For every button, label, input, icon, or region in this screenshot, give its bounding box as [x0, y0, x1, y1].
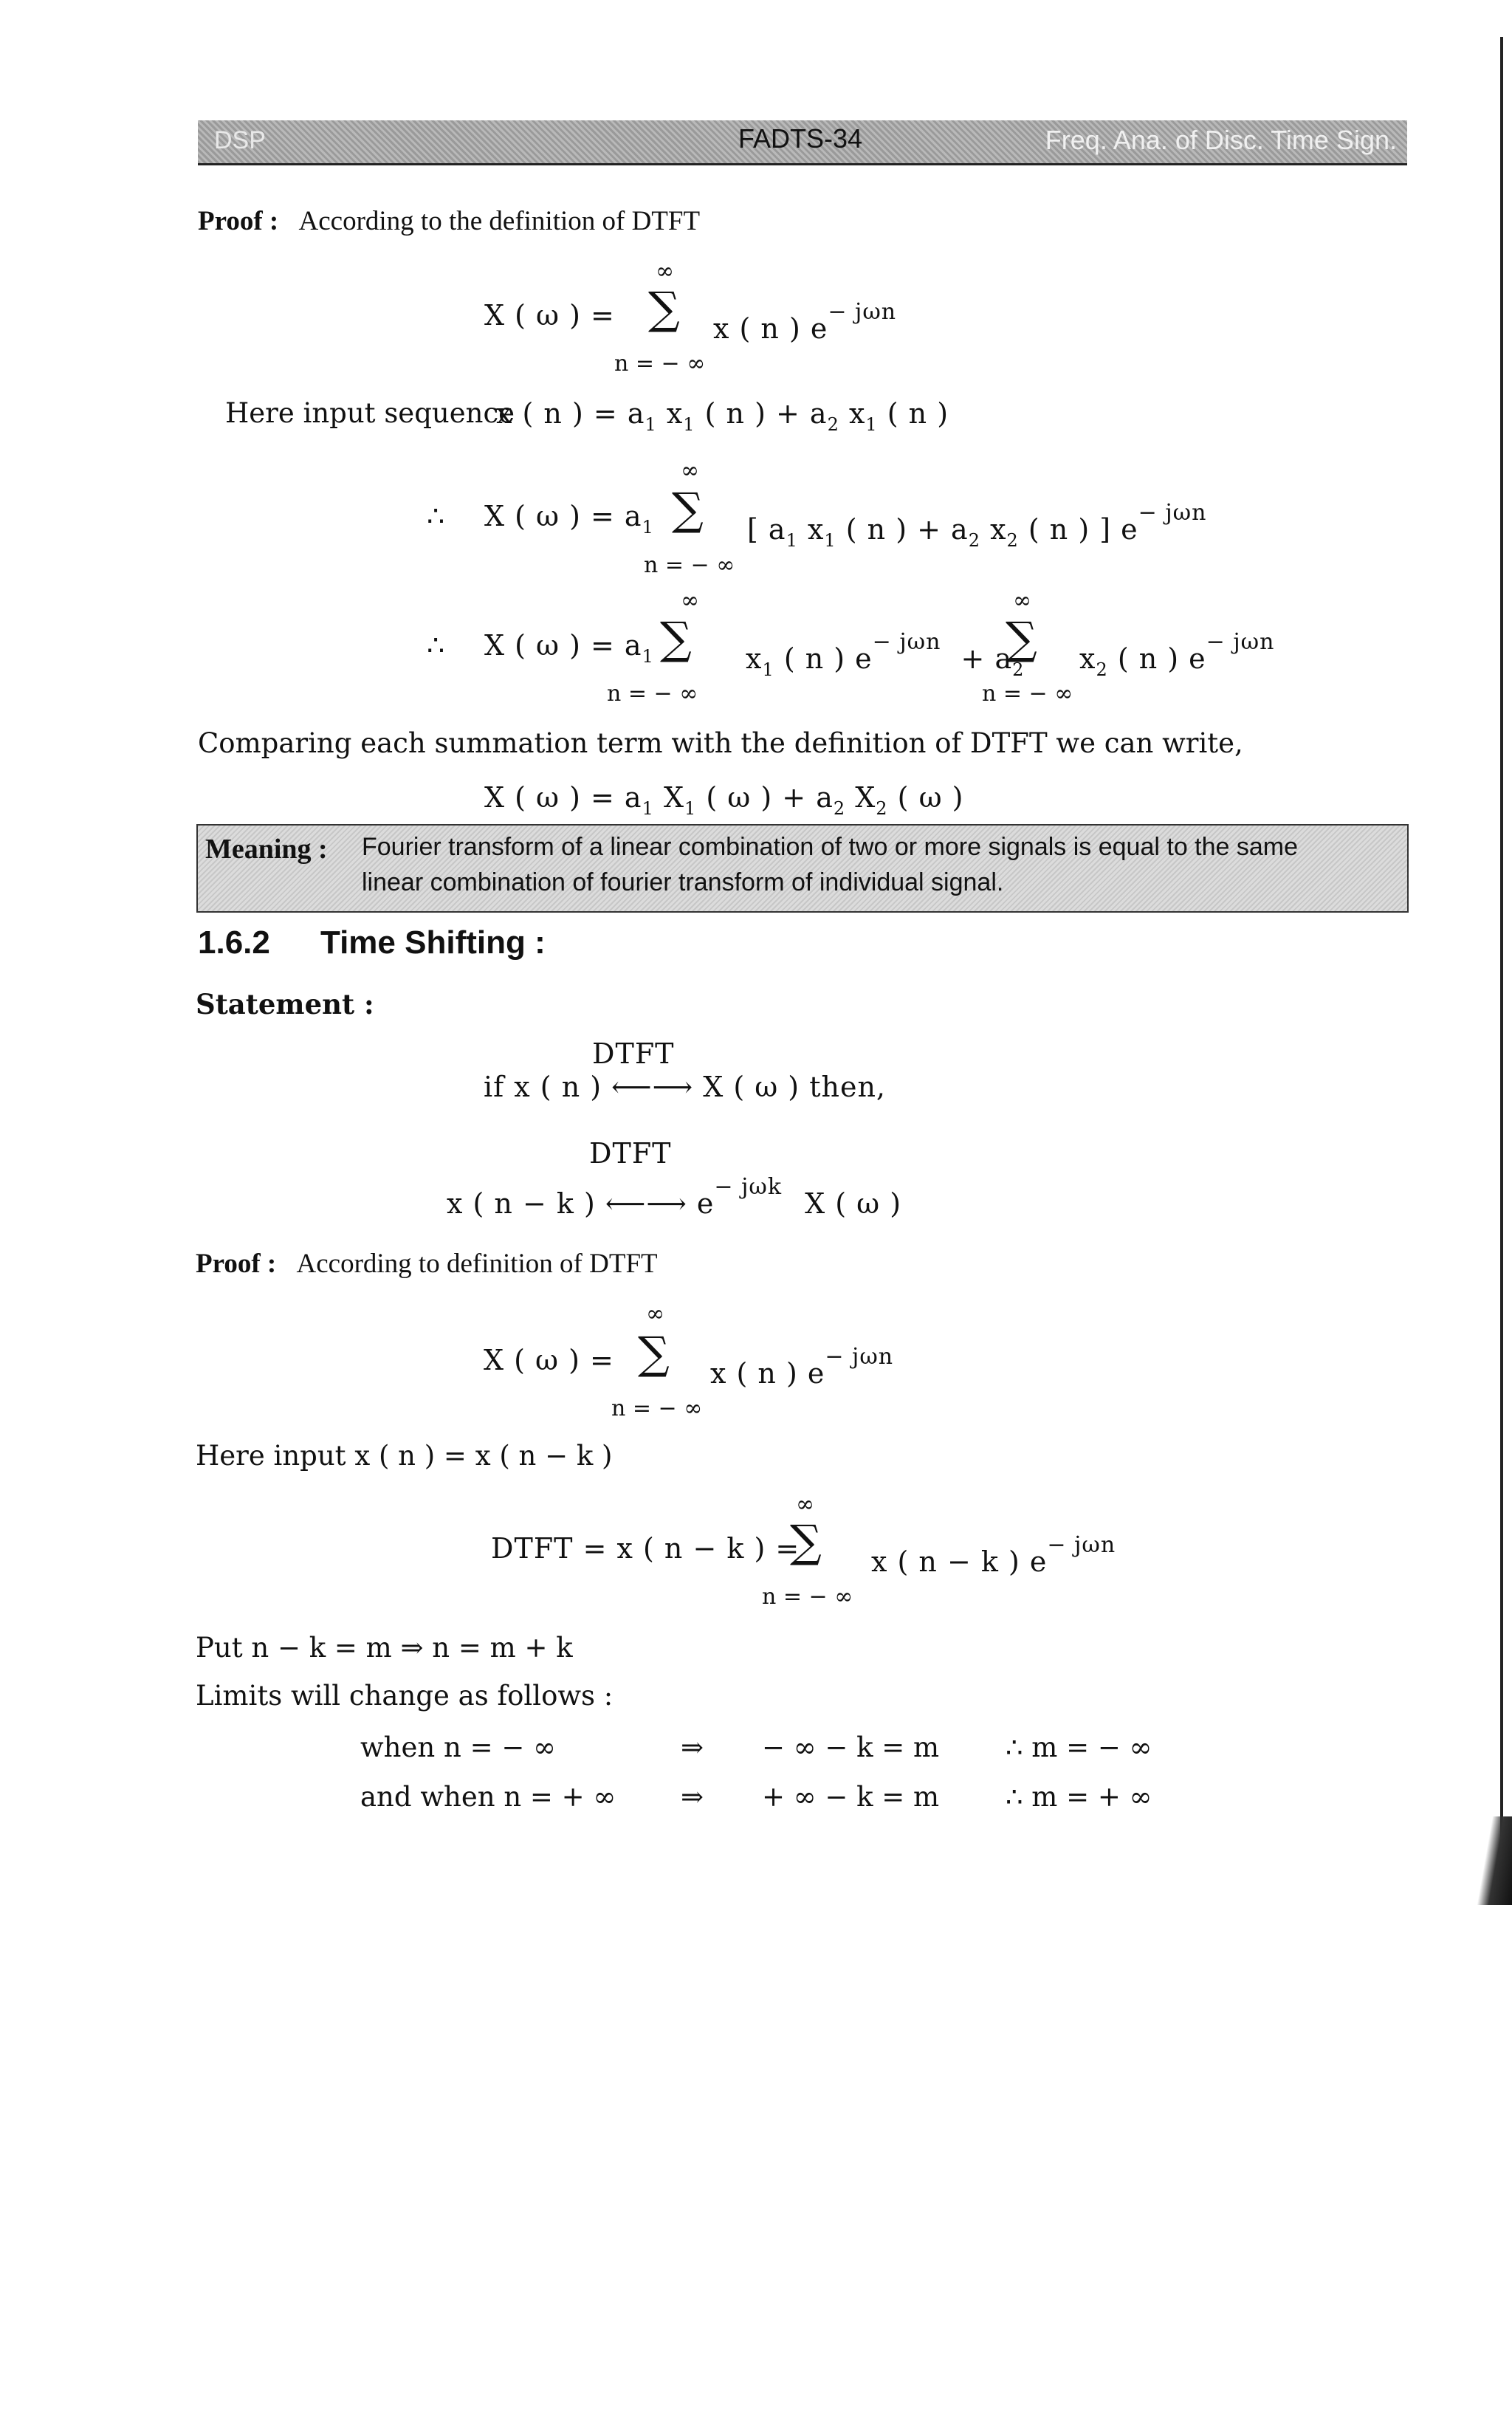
binding-shadow — [1469, 1816, 1512, 1905]
proof-line-1 — [198, 205, 700, 237]
statement-dtft-1: DTFT — [592, 1037, 675, 1070]
statement-line-1: if x ( n ) ⟵⟶ X ( ω ) then, — [484, 1071, 886, 1103]
eq6-upper: ∞ — [796, 1492, 814, 1517]
limit-row-1-a: when n = − ∞ — [360, 1732, 556, 1763]
limit-row-1-b: − ∞ − k = m — [762, 1732, 940, 1763]
limit-row-1-c: ∴ m = − ∞ — [1006, 1732, 1152, 1763]
input-2-text: Here input x ( n ) = x ( n − k ) — [196, 1440, 613, 1472]
limit-row-2-b: + ∞ − k = m — [762, 1781, 940, 1813]
eq5-sigma: ∑ — [638, 1328, 670, 1379]
eq5-body: x ( n ) $e^{- j\omega n}$ — [710, 1344, 894, 1390]
eq3-lower-2: n = − ∞ — [982, 681, 1073, 707]
eq1-lower: n = − ∞ — [614, 351, 706, 377]
page-header — [198, 120, 1407, 165]
header-page-number: FADTS-34 — [738, 123, 863, 154]
eq1-lhs: X ( ω ) = — [484, 299, 615, 332]
eq1-sigma: ∑ — [648, 283, 680, 334]
proof-text-2: According to definition of DTFT — [296, 1249, 658, 1279]
eq2-lower: n = − ∞ — [644, 552, 735, 578]
header-chapter: Freq. Ana. of Disc. Time Sign. — [1045, 125, 1397, 155]
eq4: X ( ω ) = $a_1$ $X_1$ ( ω ) + $a_2$ $X_2$ ( ω ) — [484, 781, 964, 819]
eq3-term-2: $x_2$ ( n ) $e^{- j\omega n}$ — [1079, 629, 1275, 680]
input-sequence-text: Here input sequence — [225, 397, 515, 429]
eq1-body: x ( n ) $e^{- j\omega n}$ — [713, 299, 897, 345]
limit-row-2-a: and when n = + ∞ — [360, 1781, 616, 1813]
input-sequence-eq: x ( n ) = $a_1$ $x_1$ ( n ) + $a_2$ $x_1$ ( n ) — [496, 397, 949, 435]
eq2-lhs: X ( ω ) = $a_1$ — [484, 500, 654, 538]
eq5-lower: n = − ∞ — [611, 1396, 703, 1421]
eq3-term-1: $x_1$ ( n ) $e^{- j\omega n} + a_2$ — [746, 629, 1025, 680]
eq5-upper: ∞ — [646, 1301, 664, 1327]
statement-label: Statement : — [196, 988, 374, 1020]
proof-line-2 — [196, 1248, 658, 1280]
eq6-body: x ( n − k ) $e^{- j\omega n}$ — [871, 1532, 1116, 1578]
meaning-line-1: Fourier transform of a linear combination of two or more signals is equal to the same — [362, 833, 1299, 861]
eq3-therefore: ∴ — [427, 629, 446, 662]
eq6-sigma: ∑ — [790, 1516, 822, 1568]
eq3-upper-2: ∞ — [1013, 588, 1031, 614]
limit-row-1-arrow: ⇒ — [681, 1732, 704, 1763]
eq3-lower-1: n = − ∞ — [607, 681, 698, 707]
statement-line-2: x ( n − k ) ⟵⟶ $e^{- j\omega k}$ X ( ω ) — [447, 1174, 902, 1220]
eq2-sigma: ∑ — [672, 484, 704, 535]
limit-row-2-arrow: ⇒ — [681, 1781, 704, 1813]
eq6-lhs: DTFT = x ( n − k ) = — [491, 1532, 800, 1565]
eq1-upper: ∞ — [656, 258, 674, 284]
binding-edge — [1500, 37, 1503, 1868]
meaning-label: Meaning : — [205, 834, 328, 865]
eq6-lower: n = − ∞ — [762, 1584, 853, 1610]
header-left: DSP — [214, 126, 266, 154]
statement-dtft-2: DTFT — [589, 1137, 672, 1170]
section-number: 1.6.2 — [198, 924, 270, 961]
eq2-upper: ∞ — [681, 458, 699, 484]
meaning-line-2: linear combination of fourier transform of individual signal. — [362, 868, 1004, 896]
eq3-sigma-2: ∑ — [1006, 613, 1037, 665]
meaning-box — [196, 824, 1409, 913]
proof-label-2: Proof : — [196, 1249, 277, 1279]
proof-text: According to the definition of DTFT — [298, 206, 701, 236]
eq5-lhs: X ( ω ) = — [484, 1344, 614, 1376]
eq3-sigma-1: ∑ — [660, 613, 692, 665]
eq3-upper-1: ∞ — [681, 588, 699, 614]
proof-label: Proof : — [198, 206, 279, 236]
comparing-text: Comparing each summation term with the definition of DTFT we can write, — [198, 727, 1243, 759]
eq3-lhs: X ( ω ) = $a_1$ — [484, 629, 654, 667]
eq2-body: [ $a_1$ $x_1$ ( n ) + $a_2$ $x_2$ ( n ) ] $e^{- j\omega n}$ — [747, 500, 1207, 551]
put-text: Put n − k = m ⇒ n = m + k — [196, 1632, 573, 1664]
eq2-therefore: ∴ — [427, 500, 446, 532]
limit-row-2-c: ∴ m = + ∞ — [1006, 1781, 1152, 1813]
section-title: Time Shifting : — [320, 924, 546, 961]
limits-text: Limits will change as follows : — [196, 1680, 614, 1712]
